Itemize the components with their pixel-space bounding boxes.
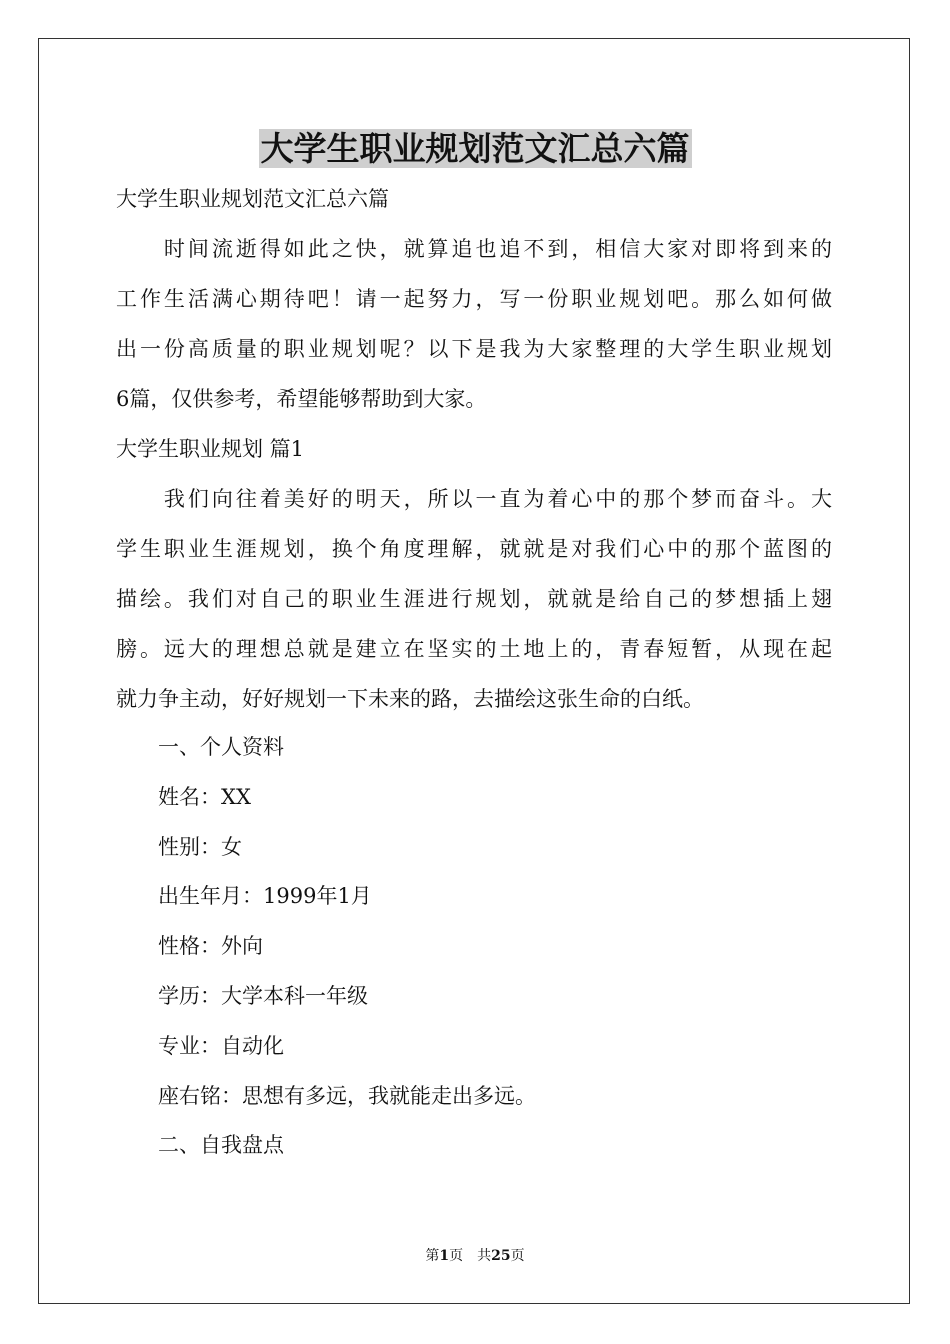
document-subtitle: 大学生职业规划范文汇总六篇: [116, 187, 389, 211]
paragraph-line-2: 学生职业生涯规划，换个角度理解，就就是对我们心中的那个蓝图的: [116, 537, 832, 561]
page-border: [38, 38, 910, 1304]
field-motto: 座右铭：思想有多远，我就能走出多远。: [116, 1084, 536, 1108]
field-education: 学历：大学本科一年级: [116, 984, 368, 1008]
intro-line-2: 工作生活满心期待吧！请一起努力，写一份职业规划吧。那么如何做: [116, 287, 832, 311]
footer-total-pages: 25: [491, 1248, 511, 1264]
paragraph-line-5: 就力争主动，好好规划一下未来的路，去描绘这张生命的白纸。: [116, 687, 704, 711]
field-name: 姓名：XX: [116, 785, 251, 809]
heading-self-assessment: 二、自我盘点: [116, 1133, 284, 1157]
page-footer: [0, 1246, 950, 1266]
section-heading: 大学生职业规划 篇1: [116, 437, 305, 461]
document-title: 大学生职业规划范文汇总六篇: [260, 129, 690, 168]
intro-line-4: 6篇，仅供参考，希望能够帮助到大家。: [116, 387, 487, 411]
intro-line-1: 时间流逝得如此之快，就算追也追不到，相信大家对即将到来的: [116, 237, 832, 261]
intro-line-3: 出一份高质量的职业规划呢？以下是我为大家整理的大学生职业规划: [116, 337, 832, 361]
field-gender: 性别：女: [116, 835, 242, 859]
heading-personal-info: 一、个人资料: [116, 735, 284, 759]
footer-current-page: 1: [439, 1248, 450, 1264]
paragraph-line-3: 描绘。我们对自己的职业生涯进行规划，就就是给自己的梦想插上翅: [116, 587, 832, 611]
footer-mid: 页 共: [449, 1248, 492, 1264]
footer-suffix: 页: [510, 1248, 525, 1264]
field-personality: 性格：外向: [116, 934, 263, 958]
footer-prefix: 第: [425, 1248, 440, 1264]
field-major: 专业：自动化: [116, 1034, 284, 1058]
paragraph-line-1: 我们向往着美好的明天，所以一直为着心中的那个梦而奋斗。大: [116, 487, 832, 511]
field-birth-date: 出生年月：1999年1月: [116, 884, 372, 908]
paragraph-line-4: 膀。远大的理想总就是建立在坚实的土地上的，青春短暂，从现在起: [116, 637, 832, 661]
